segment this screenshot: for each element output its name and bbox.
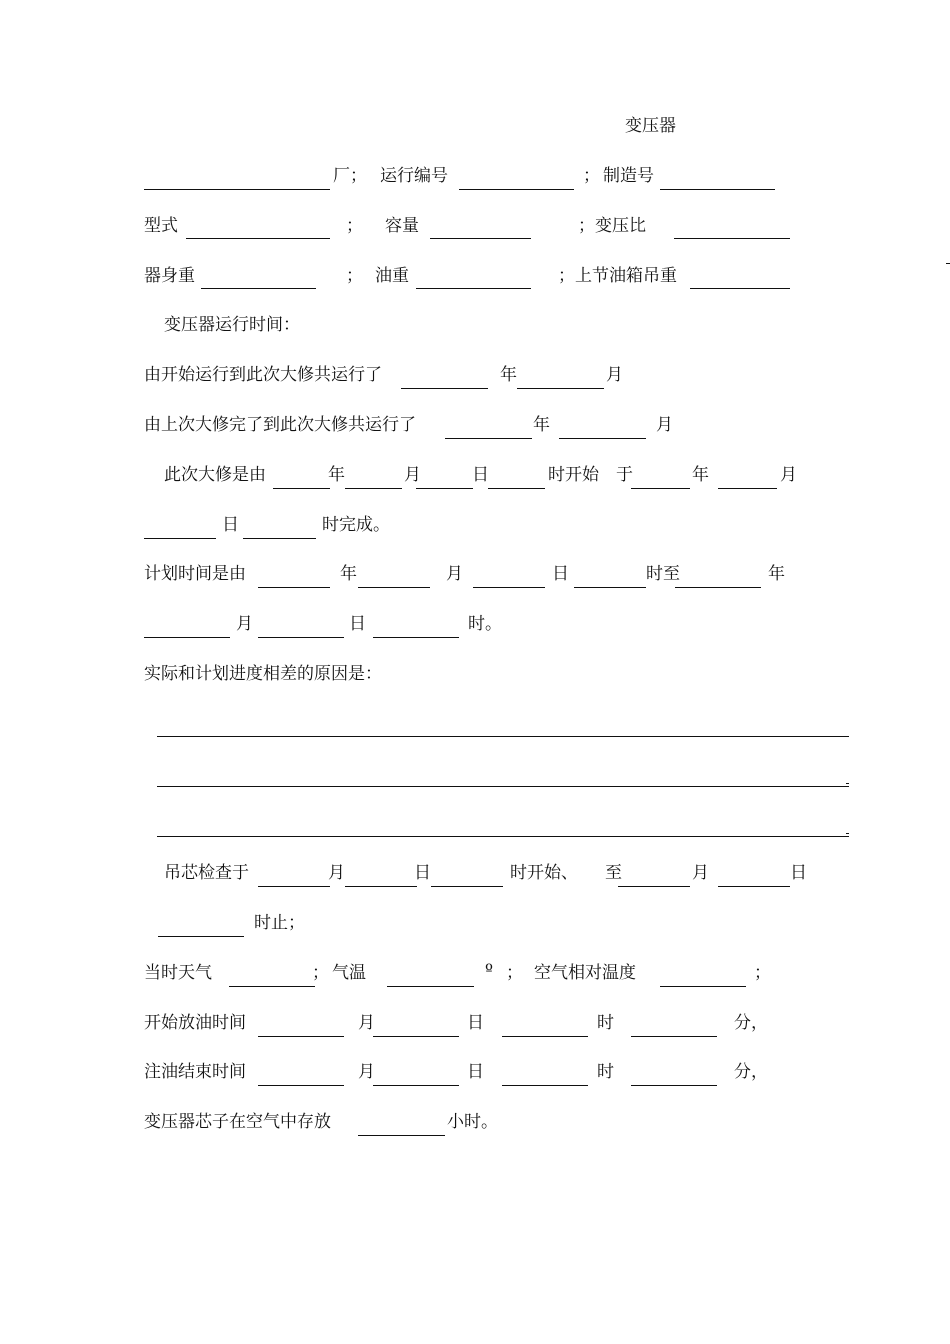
month-label: 月 (236, 614, 253, 634)
fill-minute-field[interactable] (631, 1085, 717, 1086)
month-label: 月 (358, 1062, 375, 1082)
reason-label: 实际和计划进度相差的原因是： (144, 664, 382, 684)
core-start-suffix-label: 时开始、 (510, 863, 578, 883)
hour-label: 时 (597, 1013, 614, 1033)
year-label: 年 (692, 465, 709, 485)
overhaul-end-year-field[interactable] (631, 488, 690, 489)
day-label: 日 (222, 515, 239, 535)
weather-label: 当时天气 (144, 963, 212, 983)
oil-weight-label: 油重 (375, 266, 409, 286)
separator: ； (583, 166, 600, 186)
run-no-label: 运行编号 (380, 166, 448, 186)
hour-end-label: 时。 (468, 614, 502, 634)
plan-start-month-field[interactable] (358, 587, 430, 588)
plan-start-label: 计划时间是由 (144, 564, 246, 584)
plan-start-year-field[interactable] (258, 587, 330, 588)
since-start-label: 由开始运行到此次大修共运行了 (144, 365, 382, 385)
separator: ； (506, 963, 523, 983)
humidity-field[interactable] (660, 986, 746, 987)
day-label: 日 (472, 465, 489, 485)
run-no-field[interactable] (459, 189, 574, 190)
overhaul-start-label: 此次大修是由 (164, 465, 266, 485)
minute-label: 分， (734, 1013, 768, 1033)
month-label: 月 (328, 863, 345, 883)
humidity-label: 空气相对温度 (534, 963, 636, 983)
core-end-day-field[interactable] (718, 886, 790, 887)
fill-label: 注油结束时间 (144, 1062, 246, 1082)
month-label: 月 (358, 1013, 375, 1033)
drain-day-field[interactable] (373, 1036, 459, 1037)
day-label: 日 (414, 863, 431, 883)
serial-field[interactable] (660, 189, 775, 190)
at-label: 于 (616, 465, 633, 485)
reason-line-2[interactable] (157, 786, 849, 787)
body-weight-label: 器身重 (144, 266, 195, 286)
finish-label: 时完成。 (322, 515, 390, 535)
since-last-months-field[interactable] (559, 438, 646, 439)
core-start-label: 吊芯检查于 (164, 863, 249, 883)
since-last-label: 由上次大修完了到此次大修共运行了 (144, 415, 416, 435)
degree-symbol: º (485, 961, 493, 981)
core-end-label: 时止； (254, 913, 305, 933)
drain-minute-field[interactable] (631, 1036, 717, 1037)
day-label: 日 (349, 614, 366, 634)
fill-month-field[interactable] (258, 1085, 344, 1086)
temp-label: 气温 (332, 963, 366, 983)
since-last-years-field[interactable] (445, 438, 532, 439)
model-field[interactable] (186, 238, 330, 239)
overhaul-start-month-field[interactable] (345, 488, 402, 489)
year-label: 年 (768, 564, 785, 584)
lift-weight-field[interactable] (690, 288, 790, 289)
core-end-hour-field[interactable] (158, 936, 244, 937)
year-label: 年 (533, 415, 550, 435)
exposure-label: 变压器芯子在空气中存放 (144, 1112, 331, 1132)
day-label: 日 (790, 863, 807, 883)
separator: ； (754, 963, 771, 983)
day-label: 日 (467, 1013, 484, 1033)
factory-label: 厂； (333, 166, 367, 186)
drain-month-field[interactable] (258, 1036, 344, 1037)
plan-end-hour-field[interactable] (373, 637, 459, 638)
to-label: 至 (605, 863, 622, 883)
overhaul-end-month-field[interactable] (718, 488, 777, 489)
factory-field[interactable] (144, 189, 330, 190)
ratio-label: ；变压比 (578, 216, 646, 236)
plan-end-month-field[interactable] (144, 637, 230, 638)
year-label: 年 (500, 365, 517, 385)
year-label: 年 (328, 465, 345, 485)
separator: ； (312, 963, 329, 983)
reason-line-1[interactable] (157, 736, 849, 737)
runtime-heading: 变压器运行时间： (164, 315, 300, 335)
capacity-field[interactable] (430, 238, 531, 239)
lift-weight-label: ；上节油箱吊重 (558, 266, 677, 286)
plan-end-year-field[interactable] (675, 587, 761, 588)
month-label: 月 (692, 863, 709, 883)
plan-end-day-field[interactable] (258, 637, 344, 638)
oil-weight-field[interactable] (416, 288, 531, 289)
drain-hour-field[interactable] (502, 1036, 588, 1037)
page-title: 变压器 (625, 116, 676, 136)
exposure-hours-field[interactable] (358, 1135, 445, 1136)
capacity-label: 容量 (385, 216, 419, 236)
serial-label: 制造号 (603, 166, 654, 186)
since-start-years-field[interactable] (401, 388, 488, 389)
day-label: 日 (467, 1062, 484, 1082)
weather-field[interactable] (229, 986, 315, 987)
separator: ； (346, 216, 363, 236)
line-mark (846, 783, 849, 784)
core-start-day-field[interactable] (345, 886, 417, 887)
minute-label: 分， (734, 1062, 768, 1082)
fill-hour-field[interactable] (502, 1085, 588, 1086)
fill-day-field[interactable] (373, 1085, 459, 1086)
overhaul-end-day-field[interactable] (144, 538, 216, 539)
ratio-field[interactable] (674, 238, 790, 239)
month-label: 月 (780, 465, 797, 485)
to-label: 时至 (646, 564, 680, 584)
drain-label: 开始放油时间 (144, 1013, 246, 1033)
month-label: 月 (404, 465, 421, 485)
temp-field[interactable] (387, 986, 474, 987)
plan-start-day-field[interactable] (473, 587, 545, 588)
separator: ； (346, 266, 363, 286)
year-label: 年 (340, 564, 357, 584)
overhaul-start-day-field[interactable] (416, 488, 473, 489)
core-end-month-field[interactable] (618, 886, 690, 887)
overhaul-start-hour-field[interactable] (488, 488, 545, 489)
reason-line-3[interactable] (157, 836, 849, 837)
exposure-unit-label: 小时。 (447, 1112, 498, 1132)
body-weight-field[interactable] (201, 288, 316, 289)
overhaul-end-hour-field[interactable] (243, 538, 316, 539)
plan-start-hour-field[interactable] (574, 587, 646, 588)
line-mark (846, 833, 849, 834)
core-start-month-field[interactable] (258, 886, 330, 887)
margin-mark (946, 263, 950, 264)
core-start-hour-field[interactable] (431, 886, 503, 887)
month-label: 月 (656, 415, 673, 435)
month-label: 月 (446, 564, 463, 584)
hour-label: 时 (597, 1062, 614, 1082)
model-label: 型式 (144, 216, 178, 236)
start-suffix-label: 时开始 (548, 465, 599, 485)
since-start-months-field[interactable] (517, 388, 604, 389)
month-label: 月 (606, 365, 623, 385)
day-label: 日 (552, 564, 569, 584)
overhaul-start-year-field[interactable] (273, 488, 330, 489)
